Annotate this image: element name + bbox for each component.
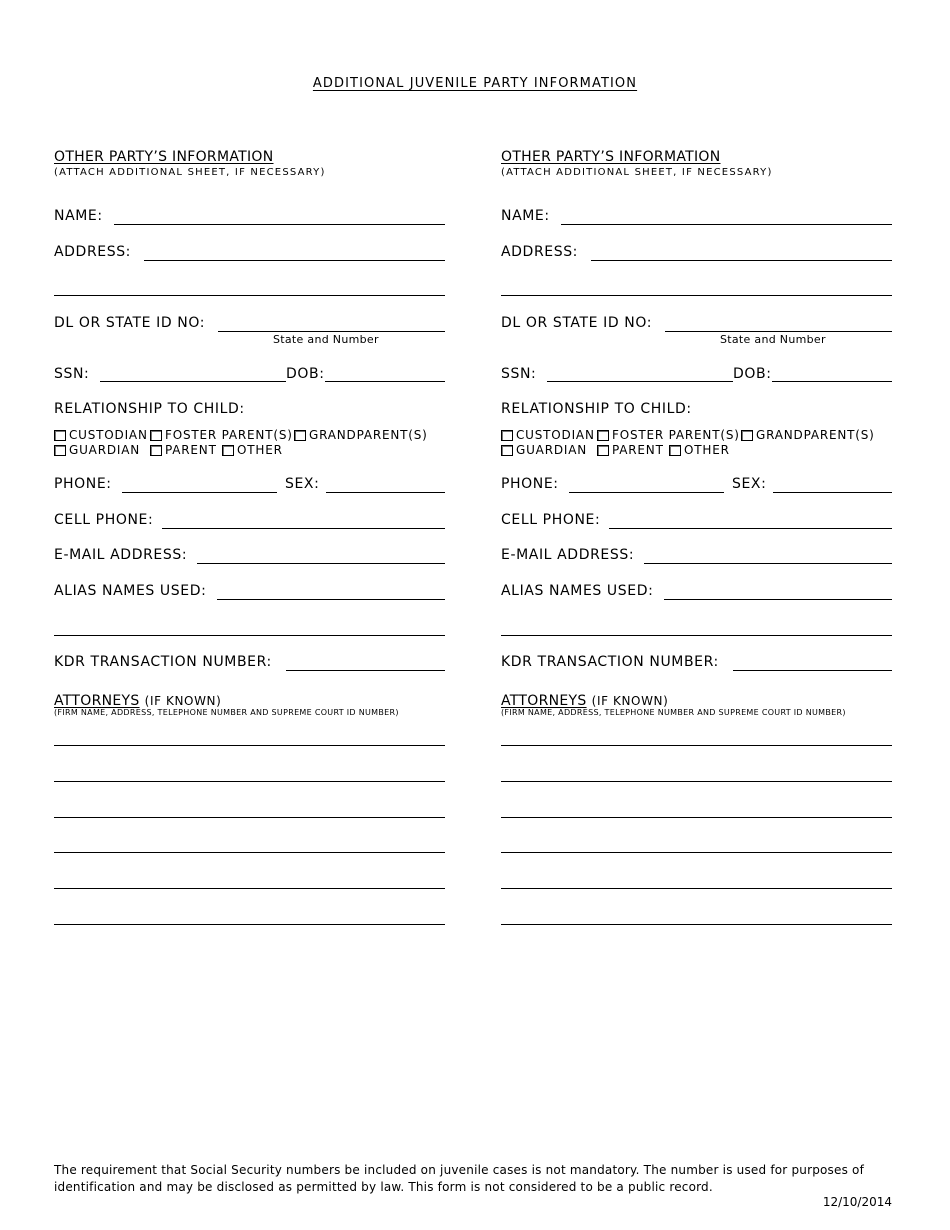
- foster-parent-checkbox[interactable]: FOSTER PARENT(S): [150, 428, 293, 442]
- kdr-field[interactable]: [286, 670, 445, 671]
- address-field[interactable]: [591, 260, 892, 261]
- checkbox-icon: [54, 430, 66, 441]
- phone-label: PHONE:: [54, 476, 112, 492]
- checkbox-icon: [501, 445, 513, 456]
- attorney-line-4[interactable]: [501, 852, 892, 853]
- attorney-line-5[interactable]: [54, 888, 445, 889]
- name-field[interactable]: [114, 224, 445, 225]
- dl-label: DL OR STATE ID NO:: [54, 315, 206, 331]
- address-label: ADDRESS:: [54, 244, 132, 260]
- checkbox-icon: [150, 430, 162, 441]
- foster-parent-checkbox[interactable]: FOSTER PARENT(S): [597, 428, 740, 442]
- cell-phone-label: CELL PHONE:: [54, 512, 154, 528]
- dl-field[interactable]: [665, 331, 892, 332]
- sex-label: SEX:: [285, 476, 320, 492]
- alias-field-line2[interactable]: [54, 635, 445, 636]
- attorney-line-2[interactable]: [54, 781, 445, 782]
- name-label: NAME:: [501, 208, 550, 224]
- sex-field[interactable]: [773, 492, 892, 493]
- sex-label: SEX:: [732, 476, 767, 492]
- alias-field[interactable]: [664, 599, 892, 600]
- alias-label: ALIAS NAMES USED:: [54, 583, 207, 599]
- ssn-field[interactable]: [100, 381, 286, 382]
- email-field[interactable]: [644, 563, 892, 564]
- attorneys-heading: ATTORNEYS (IF KNOWN): [501, 693, 669, 709]
- checkbox-icon: [597, 430, 609, 441]
- checkbox-icon: [222, 445, 234, 456]
- guardian-checkbox[interactable]: GUARDIAN: [501, 443, 587, 457]
- email-field[interactable]: [197, 563, 445, 564]
- attorney-line-3[interactable]: [54, 817, 445, 818]
- alias-field-line2[interactable]: [501, 635, 892, 636]
- address-label: ADDRESS:: [501, 244, 579, 260]
- attorney-line-5[interactable]: [501, 888, 892, 889]
- checkbox-icon: [150, 445, 162, 456]
- kdr-label: KDR TRANSACTION NUMBER:: [501, 654, 719, 670]
- email-label: E-MAIL ADDRESS:: [501, 547, 635, 563]
- form-title: ADDITIONAL JUVENILE PARTY INFORMATION: [312, 76, 638, 91]
- dl-caption: State and Number: [720, 333, 826, 346]
- cell-phone-field[interactable]: [609, 528, 892, 529]
- party-header: OTHER PARTY’S INFORMATION: [54, 149, 274, 165]
- dob-field[interactable]: [325, 381, 445, 382]
- phone-label: PHONE:: [501, 476, 559, 492]
- name-field[interactable]: [561, 224, 892, 225]
- checkbox-icon: [741, 430, 753, 441]
- party-subheader: (ATTACH ADDITIONAL SHEET, IF NECESSARY): [501, 167, 773, 178]
- other-checkbox[interactable]: OTHER: [222, 443, 283, 457]
- checkbox-icon: [669, 445, 681, 456]
- cell-phone-label: CELL PHONE:: [501, 512, 601, 528]
- custodian-checkbox[interactable]: CUSTODIAN: [501, 428, 595, 442]
- dob-label: DOB:: [733, 366, 772, 382]
- other-checkbox[interactable]: OTHER: [669, 443, 730, 457]
- attorney-line-1[interactable]: [501, 745, 892, 746]
- dl-caption: State and Number: [273, 333, 379, 346]
- alias-label: ALIAS NAMES USED:: [501, 583, 654, 599]
- grandparent-checkbox[interactable]: GRANDPARENT(S): [294, 428, 428, 442]
- grandparent-checkbox[interactable]: GRANDPARENT(S): [741, 428, 875, 442]
- ssn-field[interactable]: [547, 381, 733, 382]
- party-column-left: [54, 0, 446, 1230]
- dl-field[interactable]: [218, 331, 445, 332]
- relationship-label: RELATIONSHIP TO CHILD:: [501, 401, 692, 417]
- kdr-field[interactable]: [733, 670, 892, 671]
- ssn-disclaimer: The requirement that Social Security numbers be included on juvenile cases is not mandatory. The number is used for purposes of identification and may be disclosed as permitted by law. This form is not considered to be a public record.: [54, 1163, 865, 1194]
- attorneys-heading: ATTORNEYS (IF KNOWN): [54, 693, 222, 709]
- party-header: OTHER PARTY’S INFORMATION: [501, 149, 721, 165]
- address-field-line2[interactable]: [501, 295, 892, 296]
- phone-field[interactable]: [122, 492, 277, 493]
- attorney-line-2[interactable]: [501, 781, 892, 782]
- party-subheader: (ATTACH ADDITIONAL SHEET, IF NECESSARY): [54, 167, 326, 178]
- relationship-label: RELATIONSHIP TO CHILD:: [54, 401, 245, 417]
- checkbox-icon: [597, 445, 609, 456]
- checkbox-icon: [501, 430, 513, 441]
- attorney-line-6[interactable]: [501, 924, 892, 925]
- form-date: 12/10/2014: [822, 1195, 892, 1209]
- sex-field[interactable]: [326, 492, 445, 493]
- dl-label: DL OR STATE ID NO:: [501, 315, 653, 331]
- alias-field[interactable]: [217, 599, 445, 600]
- dob-field[interactable]: [772, 381, 892, 382]
- checkbox-icon: [54, 445, 66, 456]
- attorney-line-3[interactable]: [501, 817, 892, 818]
- parent-checkbox[interactable]: PARENT: [597, 443, 664, 457]
- attorneys-subheader: (FIRM NAME, ADDRESS, TELEPHONE NUMBER AND SUPREME COURT ID NUMBER): [501, 708, 846, 717]
- attorney-line-6[interactable]: [54, 924, 445, 925]
- kdr-label: KDR TRANSACTION NUMBER:: [54, 654, 272, 670]
- ssn-label: SSN:: [501, 366, 537, 382]
- dob-label: DOB:: [286, 366, 325, 382]
- guardian-checkbox[interactable]: GUARDIAN: [54, 443, 140, 457]
- address-field[interactable]: [144, 260, 445, 261]
- phone-field[interactable]: [569, 492, 724, 493]
- party-column-right: [501, 0, 893, 1230]
- attorney-line-1[interactable]: [54, 745, 445, 746]
- email-label: E-MAIL ADDRESS:: [54, 547, 188, 563]
- custodian-checkbox[interactable]: CUSTODIAN: [54, 428, 148, 442]
- cell-phone-field[interactable]: [162, 528, 445, 529]
- ssn-label: SSN:: [54, 366, 90, 382]
- address-field-line2[interactable]: [54, 295, 445, 296]
- parent-checkbox[interactable]: PARENT: [150, 443, 217, 457]
- checkbox-icon: [294, 430, 306, 441]
- attorneys-subheader: (FIRM NAME, ADDRESS, TELEPHONE NUMBER AND SUPREME COURT ID NUMBER): [54, 708, 399, 717]
- attorney-line-4[interactable]: [54, 852, 445, 853]
- name-label: NAME:: [54, 208, 103, 224]
